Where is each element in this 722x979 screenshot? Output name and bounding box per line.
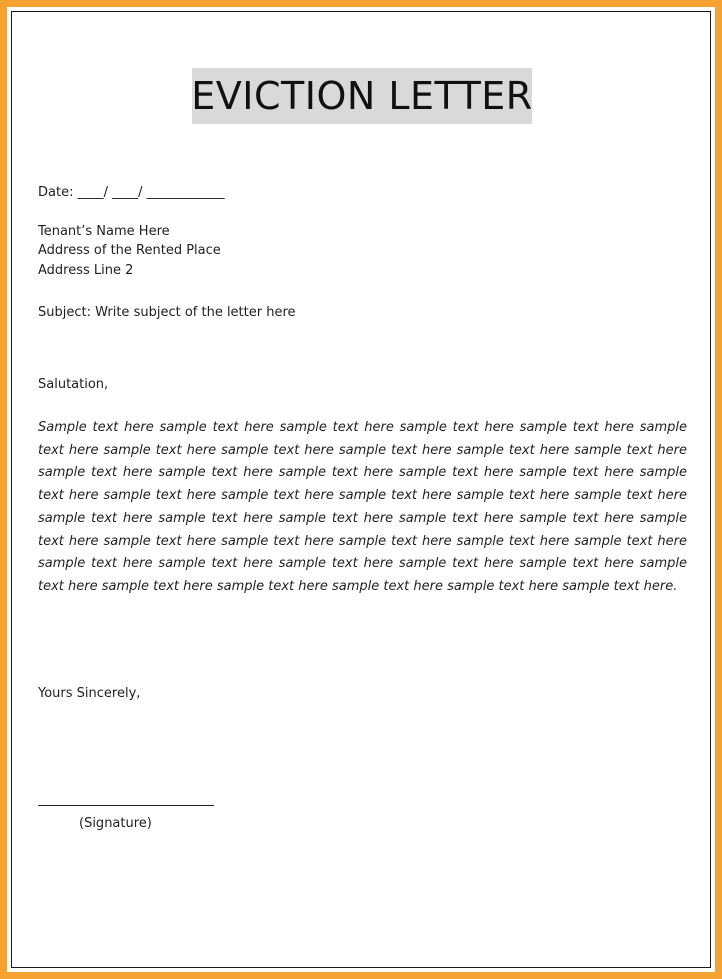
title-banner	[192, 68, 532, 124]
address-line-2: Address Line 2	[38, 263, 134, 278]
letter-title: EVICTION LETTER	[191, 74, 533, 118]
tenant-name: Tenant’s Name Here	[38, 224, 170, 239]
address-line-1: Address of the Rented Place	[38, 243, 221, 258]
subject-line: Subject: Write subject of the letter here	[38, 305, 296, 320]
signature-label: (Signature)	[79, 816, 152, 831]
salutation: Salutation,	[38, 377, 109, 392]
letter-body: Sample text here sample text here sample text here sample text here sample text here sample text here sample text here sample text here sample text here sample text here sample text here sample text here sample text here sample text here sample text here sample text here sample text here sample text here sample text here sample text here sample text here sample text here sample text here sample text here sample text here sample text here sample text here sample text here sample text here sample text here sample text here sample text here sample text here sample text here sample text here sample text here sample text here sample text here sample text here sample text here sample text here sample text here sample text here sample text here.	[38, 420, 687, 594]
signature-line	[38, 805, 214, 806]
date-field: Date: ____/ ____/ ____________	[38, 185, 225, 200]
closing: Yours Sincerely,	[38, 686, 141, 701]
